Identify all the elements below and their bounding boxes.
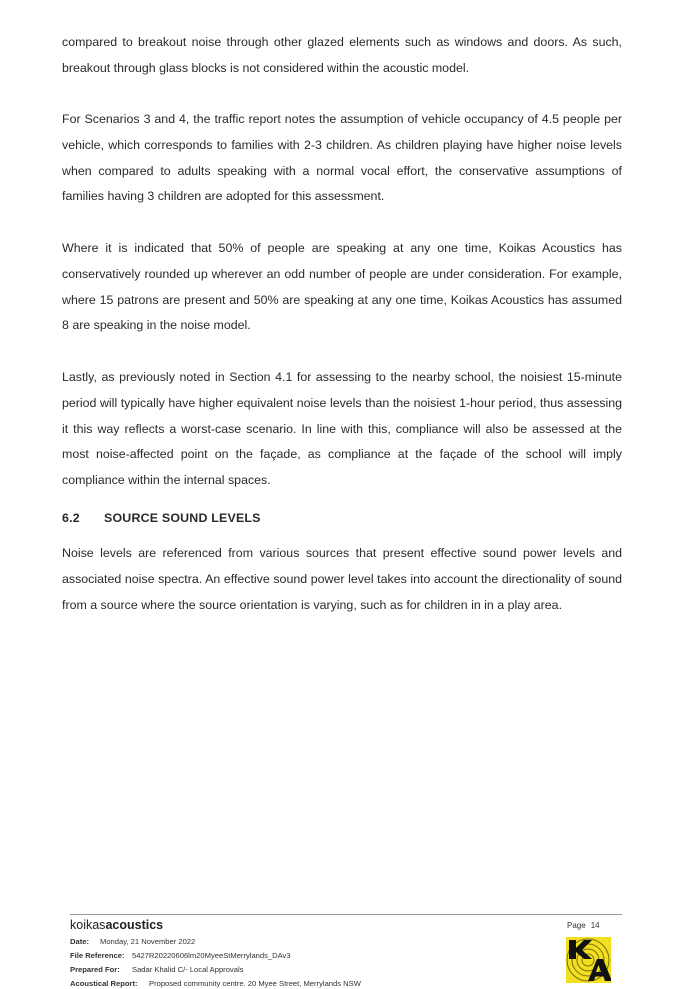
body-paragraph: Where it is indicated that 50% of people are speaking at any one time, Koikas Acoustics has conservatively rounded up wherever an odd number of people are under consideration. For example, where 15 patrons are present and 50% are speaking at any one time, Koikas Acoustics has assumed 8 are speaking in the noise model. — [62, 241, 622, 333]
body-paragraph: Lastly, as previously noted in Section 4.1 for assessing to the nearby school, the noisiest 15-minute period will typically have higher equivalent noise levels than the noisiest 1-hour period, thus assessing it this way reflects a worst-case scenario. In line with this, compliance will also be assessed at the most noise-affected point on the façade, as compliance at the façade of the school will imply compliance within the internal spaces. — [62, 370, 622, 488]
file-reference-value: 5427R20220606lm20MyeeStMerrylands_DAv3 — [132, 951, 291, 960]
section-title: SOURCE SOUND LEVELS — [104, 511, 261, 525]
body-paragraph: compared to breakout noise through other glazed elements such as windows and doors. As such, breakout through glass blocks is not considered within the acoustic model. — [62, 35, 622, 75]
footer-divider — [70, 914, 622, 915]
date-label: Date: — [70, 937, 89, 946]
date-value: Monday, 21 November 2022 — [100, 937, 196, 946]
body-paragraph: Noise levels are referenced from various sources that present effective sound power levels and associated noise spectra. An effective sound power level takes into account the directionality of sound from a source where the source orientation is varying, such as for children in in a play area. — [62, 546, 622, 612]
prepared-for-label: Prepared For: — [70, 965, 120, 974]
wordmark-part-2: acoustics — [105, 918, 164, 932]
page-label: Page — [567, 921, 586, 930]
prepared-for-value: Sadar Khalid C/- Local Approvals — [132, 965, 244, 974]
company-logo-icon — [566, 937, 611, 983]
footer-date — [70, 937, 195, 946]
page-number — [567, 921, 600, 930]
body-paragraph: For Scenarios 3 and 4, the traffic report notes the assumption of vehicle occupancy of 4.5 people per vehicle, which corresponds to families with 2-3 children. As children playing have higher noise levels when compared to adults speaking with a normal vocal effort, the conservative assumptions of families having 3 children are adopted for this assessment. — [62, 112, 622, 204]
footer-prepared-for — [70, 965, 243, 974]
acoustical-report-label: Acoustical Report: — [70, 979, 138, 988]
footer-acoustical-report — [70, 979, 361, 988]
section-heading — [62, 511, 261, 525]
wordmark-part-1: koikas — [70, 918, 106, 932]
acoustical-report-value: Proposed community centre. 20 Myee Street, Merrylands NSW — [149, 979, 361, 988]
footer-file-reference — [70, 951, 291, 960]
section-number: 6.2 — [62, 511, 80, 525]
page-number-value: 14 — [590, 921, 600, 930]
file-reference-label: File Reference: — [70, 951, 125, 960]
company-wordmark — [70, 918, 163, 932]
